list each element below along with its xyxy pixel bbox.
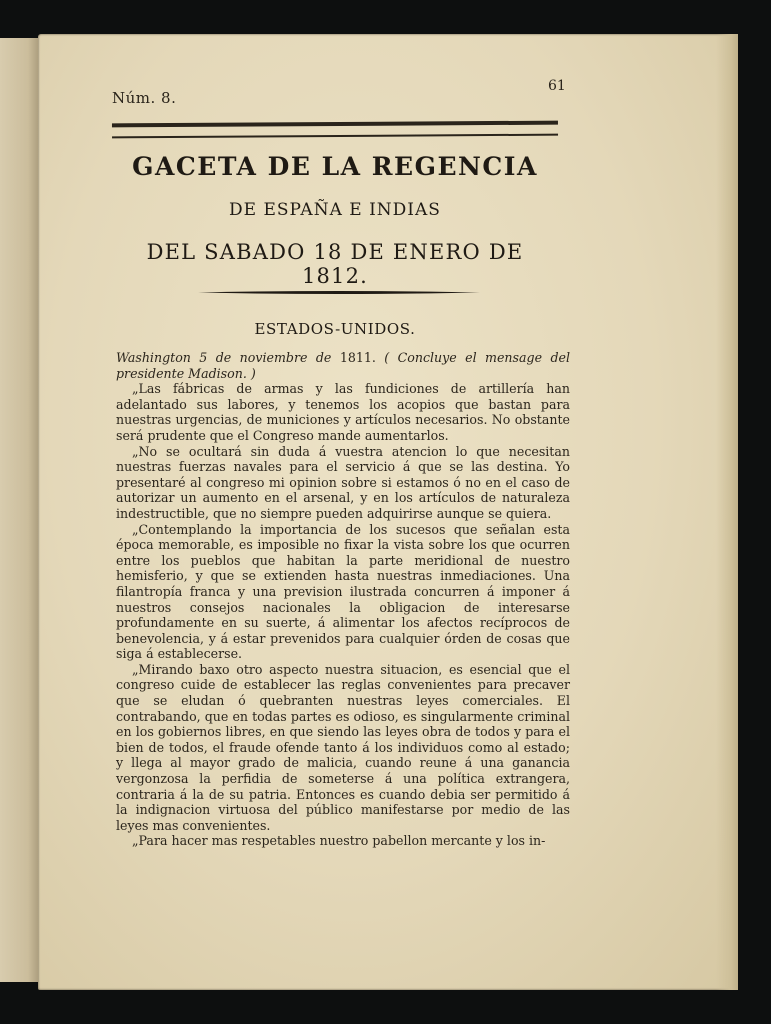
- page-number: 61: [548, 78, 566, 94]
- paragraph: „Contemplando la importancia de los sucesos que señalan esta época memorable, es imposible no fixar la vista sobre los que ocurren entre los pueblos que habitan la parte meridional de nuestro hemisferio, y que se extienden hasta nuestras inmediaciones. Una filantropía franca y una prevision ilustrada concurren á imponer á nuestros consejos nacionales la obligacion de interesarse profundamente en su suerte, á alimentar los afectos recíprocos de benevolencia, y á estar prevenidos para cualquier órden de cosas que siga á establecerse.: [116, 521, 570, 662]
- facing-page-edge: [0, 38, 41, 982]
- article-place: Washington: [116, 350, 191, 365]
- paragraph: „Mirando baxo otro aspecto nuestra situacion, es esencial que el congreso cuide de establecer las reglas convenientes para precaver que se eludan ó quebranten nuestras leyes comerciales. El contrabando, que en todas partes es odioso, es singularmente criminal en los gobiernos libres, en que siendo las leyes obra de todos y para el bien de todos, el fraude ofende tanto á los individuos como al estado; y llega al mayor grado de malicia, cuando reune á una ganancia vergonzosa la perfidia de someterse á una política extrangera, contraria á la de su patria. Entonces es cuando debia ser permitido á la indignacion virtuosa del público manifestarse por medio de las leyes mas convenientes.: [116, 661, 570, 833]
- issue-date: DEL SABADO 18 DE ENERO DE 1812.: [146, 240, 524, 288]
- paragraph: „No se ocultará sin duda á vuestra atencion lo que necesitan nuestras fuerzas navales para el servicio á que se las destina. Yo presentaré al congreso mi opinion sobre si estamos ó no en el caso de autorizar un aumento en el arsenal, y en los artículos de naturaleza indestructible, que no siempre pueden adquirirse aunque se quiera.: [116, 443, 570, 521]
- gazette-subtitle: DE ESPAÑA E INDIAS: [229, 200, 441, 220]
- article-body: [116, 350, 570, 849]
- gazette-page: [38, 34, 738, 990]
- paragraph: „Para hacer mas respetables nuestro pabellon mercante y los in-: [132, 833, 546, 849]
- article-year: 1811.: [339, 350, 376, 365]
- article-dateline: [116, 350, 570, 381]
- ornament-divider: [198, 290, 480, 295]
- masthead-rule: [112, 121, 558, 139]
- issue-number: Núm. 8.: [112, 89, 177, 107]
- section-title: ESTADOS-UNIDOS.: [254, 320, 416, 338]
- gazette-title: GACETA DE LA REGENCIA: [132, 152, 538, 181]
- article-note: ( Concluye el mensage del presidente Madison. ): [116, 350, 570, 381]
- paragraph: „Las fábricas de armas y las fundiciones de artillería han adelantado sus labores, y tenemos los acopios que bastan para nuestras urgencias, de municiones y artículos necesarios. No obstante será prudente que el Congreso mande aumentarlos.: [116, 381, 570, 443]
- article-date: 5 de noviembre de: [190, 350, 340, 365]
